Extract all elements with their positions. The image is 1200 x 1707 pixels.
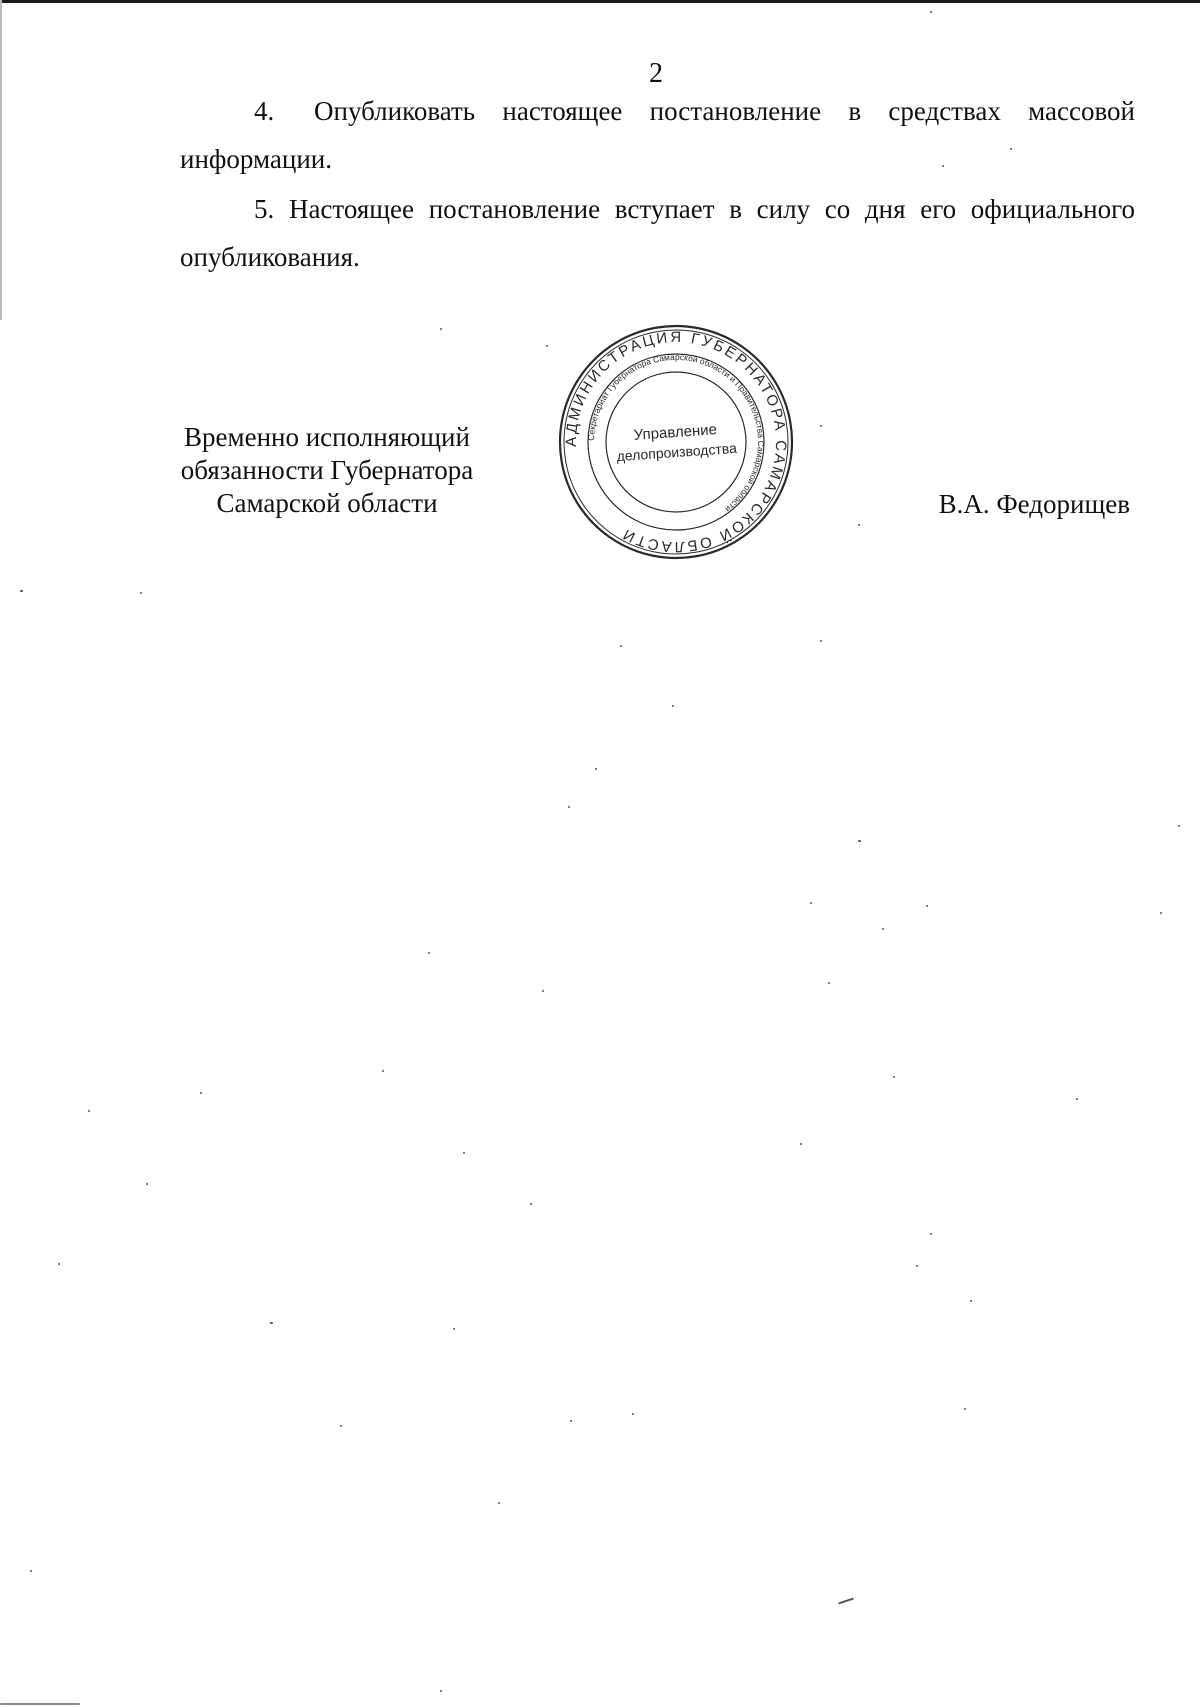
scan-speck <box>542 990 544 992</box>
paragraph-continuation: опубликования. <box>180 242 360 272</box>
scan-speck <box>140 592 142 594</box>
scan-speck <box>530 1203 532 1205</box>
scan-speck <box>858 840 861 842</box>
scan-speck <box>546 345 548 347</box>
paragraph-number: 4. <box>254 96 275 126</box>
scan-speck <box>200 1092 202 1094</box>
scan-speck <box>820 425 822 427</box>
scan-speck <box>893 1076 895 1078</box>
scan-speck <box>820 640 822 642</box>
scan-speck <box>800 1143 802 1145</box>
scan-speck <box>568 806 570 808</box>
paragraph-first-line <box>180 185 1135 233</box>
scan-speck <box>620 645 622 647</box>
scan-speck <box>828 982 830 984</box>
scan-speck <box>453 1328 455 1330</box>
paragraph-number: 5. <box>254 194 275 224</box>
paragraph-4 <box>180 87 1135 183</box>
paragraph-text: Настоящее постановление вступает в силу со дня его официального <box>288 194 1136 224</box>
scan-speck <box>440 328 442 330</box>
scan-speck <box>930 1233 932 1235</box>
scan-speck <box>340 1425 342 1427</box>
scan-speck <box>1178 825 1180 827</box>
scan-speck <box>964 1408 966 1410</box>
scan-speck <box>146 1183 148 1185</box>
scan-speck <box>498 1502 500 1504</box>
scan-speck <box>926 905 928 907</box>
scan-speck <box>428 952 430 954</box>
signatory-position-line: Временно исполняющий <box>184 422 470 452</box>
scan-bottom-mark <box>0 1703 80 1705</box>
paragraph-first-line <box>180 87 1135 135</box>
scan-speck <box>20 590 23 592</box>
scan-speck <box>930 11 932 13</box>
scan-speck <box>1010 148 1012 150</box>
scan-speck <box>810 902 812 904</box>
scan-speck <box>1160 912 1162 914</box>
seal-outer-text: АДМИНИСТРАЦИЯ ГУБЕРНАТОРА САМАРСКОЙ ОБЛАСТИ <box>562 328 790 556</box>
scan-speck <box>882 928 884 930</box>
scan-speck <box>672 705 674 707</box>
scan-speck <box>595 768 597 770</box>
scan-speck <box>942 165 944 167</box>
official-seal <box>556 322 796 562</box>
signatory-position <box>172 421 482 520</box>
scan-speck <box>970 1300 972 1302</box>
scan-speck <box>382 1070 384 1072</box>
scan-speck <box>632 1413 634 1415</box>
scan-speck <box>88 1110 90 1112</box>
paragraph-5 <box>180 185 1135 281</box>
paragraph-text: Опубликовать настоящее постановление в средствах массовой <box>314 96 1135 126</box>
scan-left-border <box>0 0 2 320</box>
scan-speck <box>463 1152 465 1154</box>
paragraph-continuation: информации. <box>180 144 332 174</box>
scan-speck <box>838 1598 854 1605</box>
scan-speck <box>30 1570 32 1572</box>
scan-speck <box>916 1265 918 1267</box>
seal-inner-text: Секретариат Губернатора Самарской области и Правительства Самарской области <box>585 351 767 515</box>
signatory-position-line: Самарской области <box>216 488 438 518</box>
signatory-name: В.А. Федорищев <box>938 489 1130 519</box>
scan-speck <box>1076 1098 1078 1100</box>
scan-speck <box>58 1263 60 1265</box>
scan-top-border <box>0 0 1200 3</box>
scan-speck <box>270 1322 273 1324</box>
scan-speck <box>858 524 860 526</box>
scan-speck <box>570 1420 572 1422</box>
scan-speck <box>440 1690 442 1692</box>
signatory-position-line: обязанности Губернатора <box>180 455 474 485</box>
page-number: 2 <box>649 58 663 89</box>
seal-center-line: делопроизводства <box>616 439 738 465</box>
seal-center-line: Управление <box>633 421 718 444</box>
